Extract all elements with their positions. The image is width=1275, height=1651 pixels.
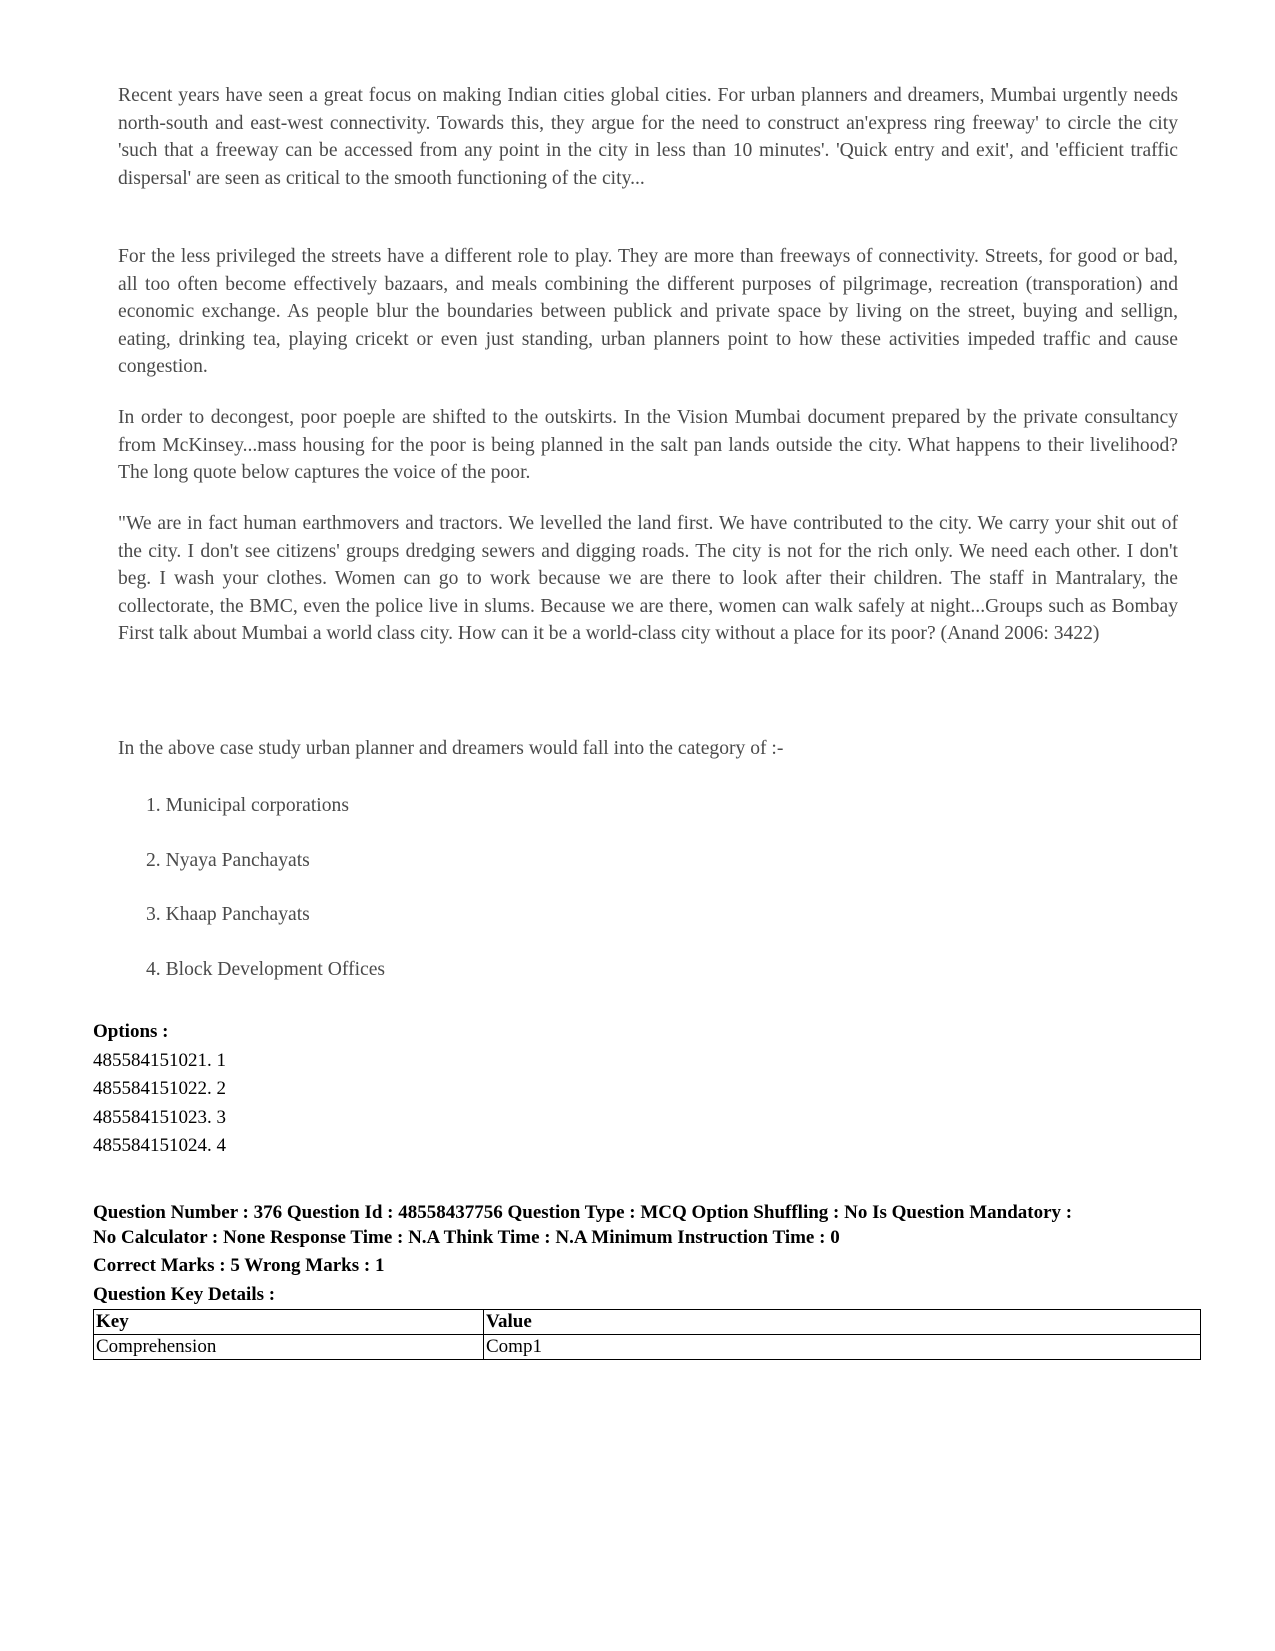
answer-choice: 3. Khaap Panchayats (146, 904, 310, 925)
passage-quote: "We are in fact human earthmovers and tractors. We levelled the land first. We have contributed to the city. We carry your shit out of the city. I don't see citizens' groups dredging sewers and digging roads. The city is not for the rich only. We need each other. I don't beg. I wash your clothes. Women can go to work because we are there to look after their children. The staff in Mantralary, the collectorate, the BMC, even the police live in slums. Because we are there, women can walk safely at night...Groups such as Bombay First talk about Mumbai a world class city. How can it be a world-class city without a place for its poor? (Anand 2006: 3422) (118, 513, 1178, 644)
question-meta (93, 1201, 1193, 1307)
table-header-row (94, 1310, 1201, 1335)
options-title: Options : (93, 1021, 169, 1042)
table-cell: Comp1 (484, 1335, 1201, 1360)
marks-line: Correct Marks : 5 Wrong Marks : 1 (93, 1255, 385, 1276)
table-row (94, 1335, 1201, 1360)
option-item: 485584151021. 1 (93, 1049, 226, 1071)
passage-paragraph: Recent years have seen a great focus on making Indian cities global cities. For urban planners and dreamers, Mumbai urgently needs north-south and east-west connectivity. Towards this, they argue for the need to construct an'express ring freeway' to circle the city 'such that a freeway can be accessed from any point in the city in less than 10 minutes'. 'Quick entry and exit', and 'efficient traffic dispersal' are seen as critical to the smooth functioning of the city... (118, 85, 1178, 189)
answer-choices (146, 792, 385, 1010)
answer-choice: 1. Municipal corporations (146, 795, 349, 816)
passage-scan (108, 74, 1178, 1004)
passage-paragraph: In order to decongest, poor poeple are shifted to the outskirts. In the Vision Mumbai document prepared by the private consultancy from McKinsey...mass housing for the poor is being planned in the salt pan lands outside the city. What happens to their livelihood? The long quote below captures the voice of the poor. (118, 407, 1178, 483)
answer-choice: 2. Nyaya Panchayats (146, 849, 310, 871)
table-header-cell: Value (484, 1310, 1201, 1335)
option-item: 485584151022. 2 (93, 1078, 226, 1099)
key-details-table (93, 1309, 1201, 1360)
question-stem: In the above case study urban planner and dreamers would fall into the category of :- (118, 738, 784, 759)
option-item: 485584151023. 3 (93, 1106, 226, 1128)
question-meta-line: No Calculator : None Response Time : N.A Think Time : N.A Minimum Instruction Time : 0 (93, 1226, 840, 1248)
passage-paragraph: For the less privileged the streets have a different role to play. They are more than freeways of connectivity. Streets, for good or bad, all too often become effectively bazaars, and meals combining the different purposes of pilgrimage, recreation (transporation) and economic exchange. As people blur the boundaries between publick and private space by living on the street, buying and sellign, eating, drinking tea, playing cricekt or even just standing, urban planners point to how these activities impeded traffic and cause congestion. (118, 246, 1178, 377)
table-header-cell: Key (94, 1310, 484, 1335)
options-block (93, 1018, 226, 1161)
answer-choice: 4. Block Development Offices (146, 958, 386, 980)
option-item: 485584151024. 4 (93, 1135, 226, 1156)
key-details-title: Question Key Details : (93, 1283, 276, 1305)
table-cell: Comprehension (94, 1335, 484, 1360)
question-meta-line: Question Number : 376 Question Id : 48558437756 Question Type : MCQ Option Shuffling : No Is Question Mandatory : (93, 1202, 1073, 1223)
